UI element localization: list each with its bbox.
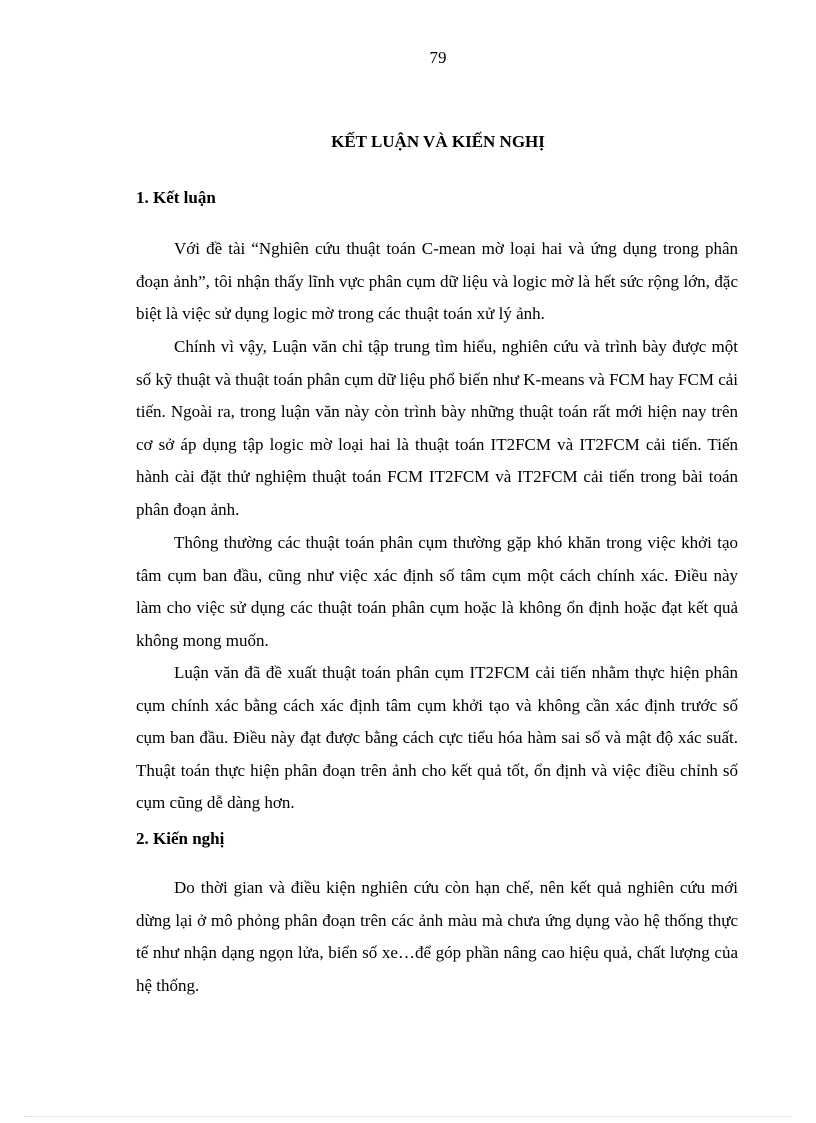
bottom-rule [24, 1116, 792, 1117]
section-heading-recommendation: 2. Kiến nghị [136, 829, 225, 848]
paragraph-conclusion-2: Chính vì vậy, Luận văn chỉ tập trung tìm hiểu, nghiên cứu và trình bày được một số kỹ thuật và thuật toán phân cụm dữ liệu phổ biến như K-means và FCM hay FCM cải tiến. Ngoài ra, trong luận văn này còn trình bày những thuật toán rất mới hiện nay trên cơ sở áp dụng tập logic mờ loại hai là thuật toán IT2FCM và IT2FCM cải tiến. Tiến hành cài đặt thử nghiệm thuật toán FCM IT2FCM và IT2FCM cải tiến trong bài toán phân đoạn ảnh. [136, 337, 739, 519]
paragraph-conclusion-3: Thông thường các thuật toán phân cụm thường gặp khó khăn trong việc khởi tạo tâm cụm ban đầu, cũng như việc xác định số tâm cụm một cách chính xác. Điều này làm cho việc sử dụng các thuật toán phân cụm hoặc là không ổn định hoặc đạt kết quả không mong muốn. [136, 533, 738, 650]
paragraph-conclusion-4: Luận văn đã đề xuất thuật toán phân cụm IT2FCM cải tiến nhằm thực hiện phân cụm chính xác bằng cách xác định tâm cụm khởi tạo và không cần xác định trước số cụm ban đầu. Điều này đạt được bằng cách cực tiểu hóa hàm sai số và mật độ xác suất. Thuật toán thực hiện phân đoạn trên ảnh cho kết quả tốt, ổn định và việc điều chỉnh số cụm cũng dễ dàng hơn. [136, 663, 738, 812]
page-title: KẾT LUẬN VÀ KIẾN NGHỊ [331, 132, 545, 151]
page-number: 79 [429, 48, 447, 67]
paragraph-recommendation-1: Do thời gian và điều kiện nghiên cứu còn hạn chế, nên kết quả nghiên cứu mới dừng lại ở mô phỏng phân đoạn trên các ảnh màu mà chưa ứng dụng vào hệ thống thực tế như nhận dạng ngọn lửa, biển số xe…để góp phần nâng cao hiệu quả, chất lượng của hệ thống. [136, 878, 738, 995]
section-heading-conclusion: 1. Kết luận [136, 188, 216, 207]
paragraph-conclusion-1: Với đề tài “Nghiên cứu thuật toán C-mean mờ loại hai và ứng dụng trong phân đoạn ảnh”, tôi nhận thấy lĩnh vực phân cụm dữ liệu và logic mờ là hết sức rộng lớn, đặc biệt là việc sử dụng logic mờ trong các thuật toán xử lý ảnh. [136, 239, 738, 323]
